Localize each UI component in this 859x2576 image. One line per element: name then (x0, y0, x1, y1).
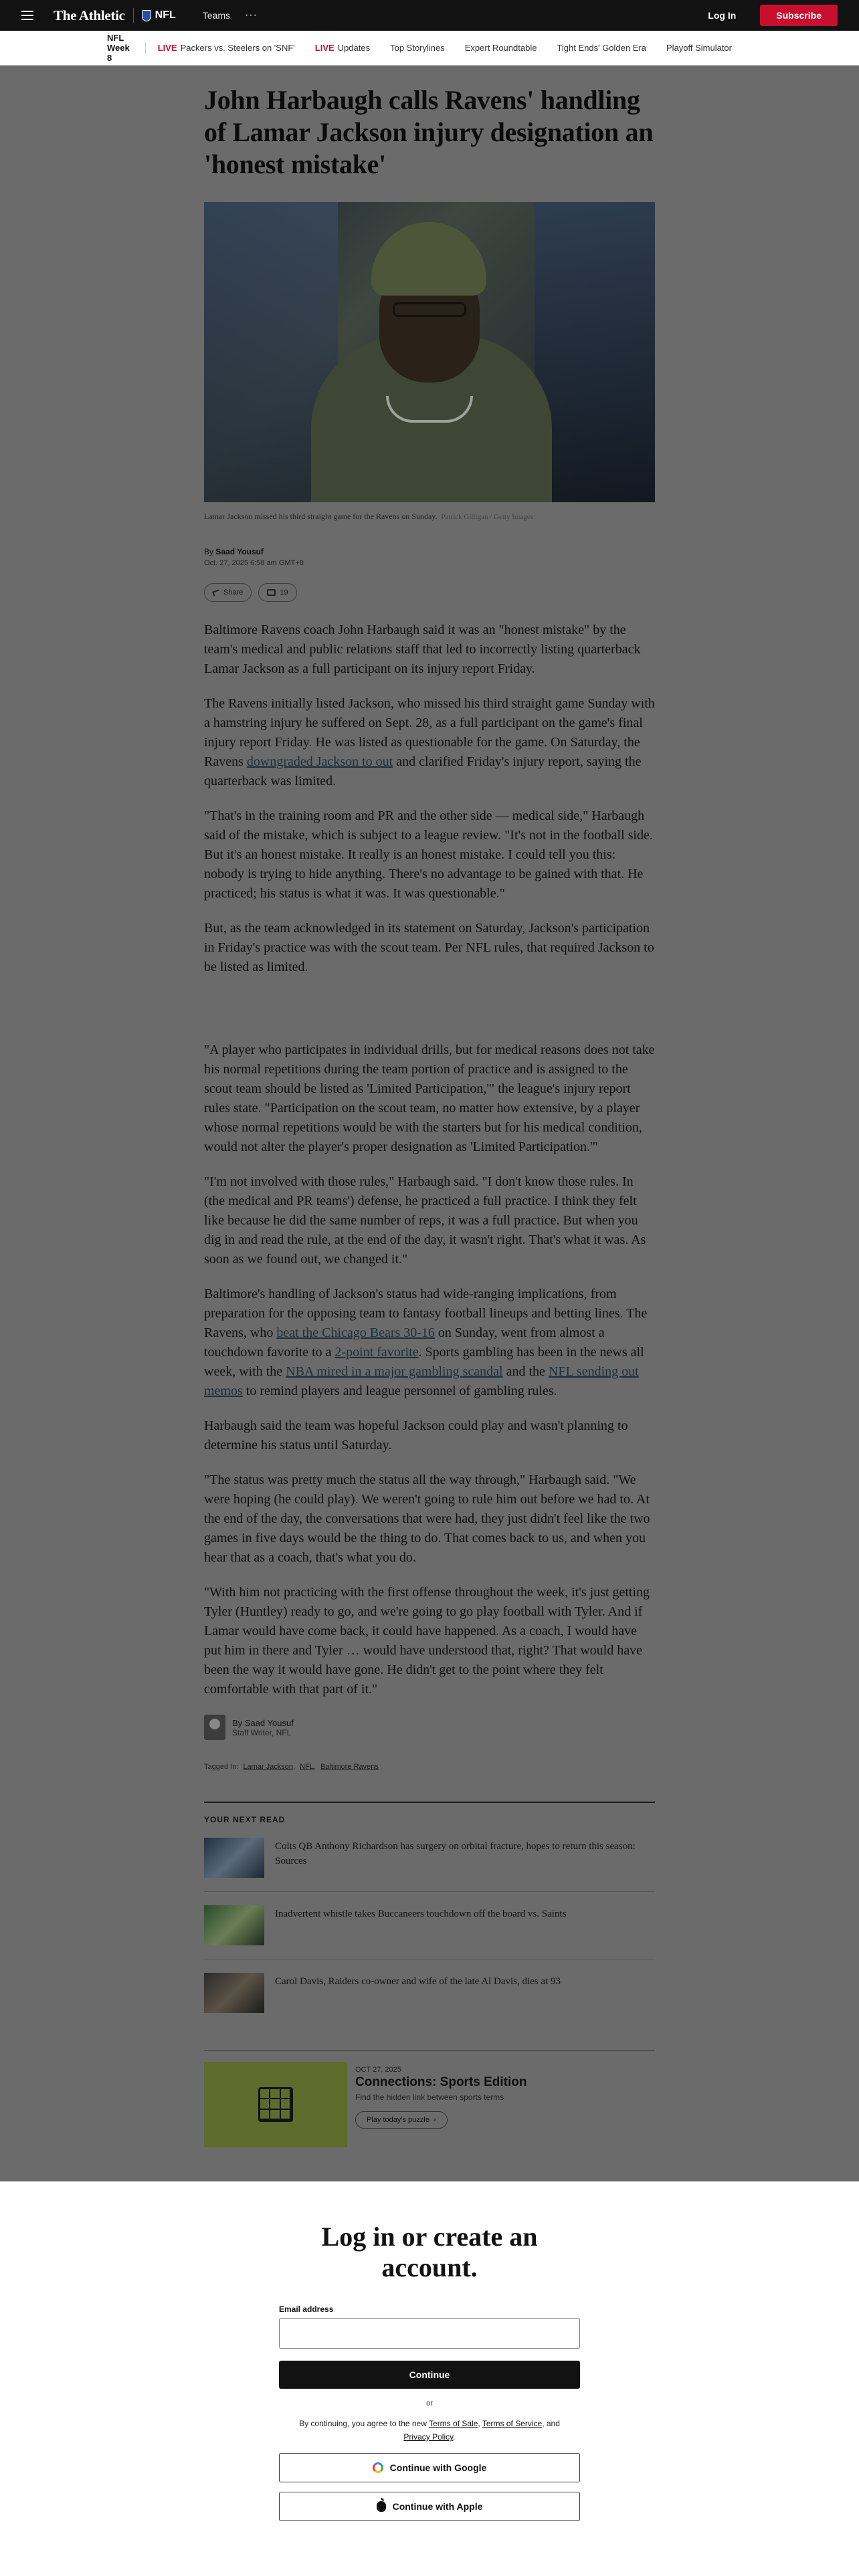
share-label: Share (223, 588, 244, 597)
login-link[interactable]: Log In (708, 10, 737, 21)
ad-slot (204, 992, 655, 1041)
or-divider: or (426, 2399, 433, 2407)
author-card-name: By Saad Yousuf (232, 1717, 294, 1728)
promo-description: Find the hidden link between sports terms (355, 2092, 504, 2102)
image-credit: Patrick Gilligan / Getty Images (441, 513, 533, 521)
avatar (204, 1715, 225, 1740)
inline-link[interactable]: beat the Chicago Bears 30-16 (276, 1325, 435, 1340)
next-read-title: YOUR NEXT READ (204, 1815, 286, 1824)
subnav-label: Packers vs. Steelers on 'SNF' (180, 43, 295, 53)
next-read (204, 1802, 655, 2026)
image-caption (204, 512, 655, 522)
live-badge: LIVE (314, 43, 335, 53)
apple-signin-button[interactable] (279, 2492, 580, 2521)
paragraph: "That's in the training room and PR and the other side — medical side," Harbaugh said of the mistake, which is subject to a league review. "It's not in the football side. But it's an honest mistake. It really is an honest mistake. I could tell you this: nobody is trying to hide anything. There's no advantage to be gained with that. He practiced; his status is what it was. It was questionable." (204, 809, 653, 901)
promo-date: OCT 27, 2025 (355, 2066, 401, 2074)
paragraph: Harbaugh said the team was hopeful Jackson could play and wasn't planning to determine his status until Saturday. (204, 1418, 628, 1453)
terms-of-service-link[interactable]: Terms of Service (482, 2419, 543, 2428)
share-button[interactable] (204, 583, 252, 602)
divider (133, 8, 134, 23)
apple-label: Continue with Apple (392, 2501, 483, 2512)
terms-of-sale-link[interactable]: Terms of Sale (429, 2419, 478, 2428)
story-thumbnail (204, 1838, 264, 1878)
promo-title: Connections: Sports Edition (355, 2075, 527, 2089)
subnav-label: Updates (337, 43, 371, 53)
google-signin-button[interactable] (279, 2453, 580, 2482)
story-title: Colts QB Anthony Richardson has surgery on orbital fracture, hopes to return this season: Sources (275, 1841, 636, 1866)
live-badge: LIVE (157, 43, 177, 53)
article (204, 66, 655, 2147)
brand-logo[interactable]: The Athletic (54, 7, 125, 23)
author-link[interactable]: Saad Yousuf (215, 547, 264, 556)
comment-icon (267, 589, 276, 596)
list-item[interactable] (204, 1838, 655, 1892)
tag-link[interactable]: NFL (300, 1763, 314, 1771)
league-link[interactable]: NFL (155, 9, 176, 21)
login-title: Log in or create an account. (321, 2222, 538, 2282)
privacy-policy-link[interactable]: Privacy Policy (403, 2432, 454, 2442)
subnav-item-updates[interactable] (315, 43, 370, 53)
comment-count: 19 (280, 588, 288, 597)
story-title: Inadvertent whistle takes Buccaneers touchdown off the board vs. Saints (275, 1909, 567, 1919)
menu-icon[interactable] (21, 11, 33, 20)
paragraph: "A player who participates in individual drills, but for medical reasons does not take his normal repetitions during the team portion of practice and is assigned to the scout team should be listed as 'Limited Participation,'" the league's injury report rules state. "Participation on the scout team, no matter how extensive, by a player whose normal repetitions would be with the starters but for his medical condition, would not alter the player's proper designation as 'Limited Participation.'" (204, 1043, 655, 1154)
subnav-item-top-storylines[interactable]: Top Storylines (390, 43, 445, 53)
tags: Tagged In: Lamar Jackson, NFL, Baltimore Ravens (204, 1763, 379, 1771)
article-actions (204, 583, 655, 602)
caption-text: Lamar Jackson missed his third straight game for the Ravens on Sunday. (204, 512, 438, 521)
inline-link[interactable]: NFL sending out memos (204, 1364, 639, 1398)
inline-link[interactable]: downgraded Jackson to out (246, 754, 393, 769)
paragraph: The Ravens initially listed Jackson, who missed his third straight game Sunday with a hamstring injury he suffered on Sept. 28, as a full participant on the game's final injury report Friday. He was listed as questionable for the game. On Saturday, the Ravens downgraded Jackson to out and clarified Friday's injury report, saying the quarterback was limited. (204, 696, 655, 788)
author-card[interactable] (204, 1715, 655, 1740)
email-label: Email address (279, 2304, 334, 2314)
grid-icon (258, 2087, 293, 2122)
author-card-role: Staff Writer, NFL (232, 1727, 292, 1737)
paragraph: "The status was pretty much the status all the way through," Harbaugh said. "We were hoping (he could play). We weren't going to rule him out before we had to. At the end of the day, the conversations that were had, they just didn't feel like the two games in five days would be the thing to do. That comes back to us, and when you hear that as a coach, that's what you do. (204, 1473, 650, 1565)
subnav-item-expert-roundtable[interactable]: Expert Roundtable (464, 43, 537, 53)
teams-menu[interactable]: Teams (202, 10, 230, 21)
terms-text: By continuing, you agree to the new Terms of Sale, Terms of Service, and Privacy Policy. (299, 2419, 560, 2442)
story-thumbnail (204, 1973, 264, 2013)
email-field[interactable] (279, 2318, 580, 2349)
divider (145, 42, 146, 54)
nfl-shield-icon (142, 10, 151, 21)
story-thumbnail (204, 1905, 264, 1945)
more-icon[interactable]: ··· (244, 9, 258, 21)
publish-date: Oct. 27, 2025 6:58 am GMT+8 (204, 559, 304, 567)
continue-button[interactable]: Continue (279, 2361, 580, 2389)
tag-link[interactable]: Lamar Jackson (243, 1763, 294, 1771)
chevron-right-icon: › (433, 2116, 436, 2124)
subscribe-button[interactable]: Subscribe (760, 5, 838, 26)
paragraph: "With him not practicing with the first offense throughout the week, it's just getting Tyler (Huntley) ready to go, and we're going to go play football with Tyler. And if Lamar would have come back, it could have happened. As a coach, I would have put him in there and Tyler … would have understood that, right? That would have been the way it would have gone. He didn't get to the point where they felt comfortable with that part of it." (204, 1585, 650, 1697)
article-body (204, 621, 655, 1699)
tags-label: Tagged In: (204, 1763, 239, 1771)
apple-icon (377, 2501, 386, 2512)
play-puzzle-label: Play today's puzzle (367, 2116, 430, 2124)
paragraph: But, as the team acknowledged in its statement on Saturday, Jackson's participation in Friday's practice was with the scout team. Per NFL rules, that required Jackson to be listed as limited. (204, 921, 654, 974)
login-sheet (0, 2181, 859, 2576)
google-label: Continue with Google (389, 2462, 487, 2473)
play-puzzle-button[interactable] (355, 2111, 448, 2129)
comments-button[interactable] (258, 583, 296, 602)
inline-link[interactable]: 2-point favorite (335, 1345, 419, 1360)
subnav-item-packers-steelers[interactable] (158, 43, 295, 53)
list-item[interactable] (204, 1905, 655, 1959)
login-form (279, 2304, 580, 2521)
list-item[interactable] (204, 1973, 655, 2026)
share-icon (212, 589, 220, 596)
headline: John Harbaugh calls Ravens' handling of Lamar Jackson injury designation an 'honest mistake' (204, 85, 654, 179)
subnav-item-playoff-simulator[interactable]: Playoff Simulator (666, 43, 732, 53)
paragraph: "I'm not involved with those rules," Harbaugh said. "I don't know those rules. In (the medical and PR teams') defense, he practiced a full practice. I think they felt like because he did the same number of reps, it was a full practice. But when you dig in and read the rule, at the end of the day, it wasn't right. That's what it was. As soon as we found out, we changed it." (204, 1174, 646, 1267)
story-title: Carol Davis, Raiders co-owner and wife of the late Al Davis, dies at 93 (275, 1976, 561, 1987)
promo-art (204, 2062, 347, 2147)
subnav-week[interactable]: NFL Week 8 (107, 33, 130, 63)
byline (204, 547, 655, 556)
tag-link[interactable]: Baltimore Ravens (320, 1763, 379, 1771)
connections-promo (204, 2050, 655, 2147)
byline-prefix: By (204, 547, 214, 556)
hero-image (204, 202, 655, 502)
paragraph: Baltimore Ravens coach John Harbaugh said it was an "honest mistake" by the team's medical and public relations staff that led to incorrectly listing quarterback Lamar Jackson as a full participant on its injury report Friday. (204, 623, 641, 676)
paragraph: Baltimore's handling of Jackson's status had wide-ranging implications, from preparation for the opposing team to fantasy football lineups and betting lines. The Ravens, who beat the Chicago Bears 30-16 on Sunday, went from almost a touchdown favorite to a 2-point favorite. Sports gambling has been in the news all week, with the NBA mired in a major gambling scandal and the NFL sending out memos to remind players and league personnel of gambling rules. (204, 1287, 648, 1398)
inline-link[interactable]: NBA mired in a major gambling scandal (286, 1364, 503, 1379)
google-icon (373, 2462, 383, 2473)
top-bar (0, 0, 859, 31)
subnav-item-tight-ends[interactable]: Tight Ends' Golden Era (557, 43, 646, 53)
sub-nav (0, 31, 859, 66)
